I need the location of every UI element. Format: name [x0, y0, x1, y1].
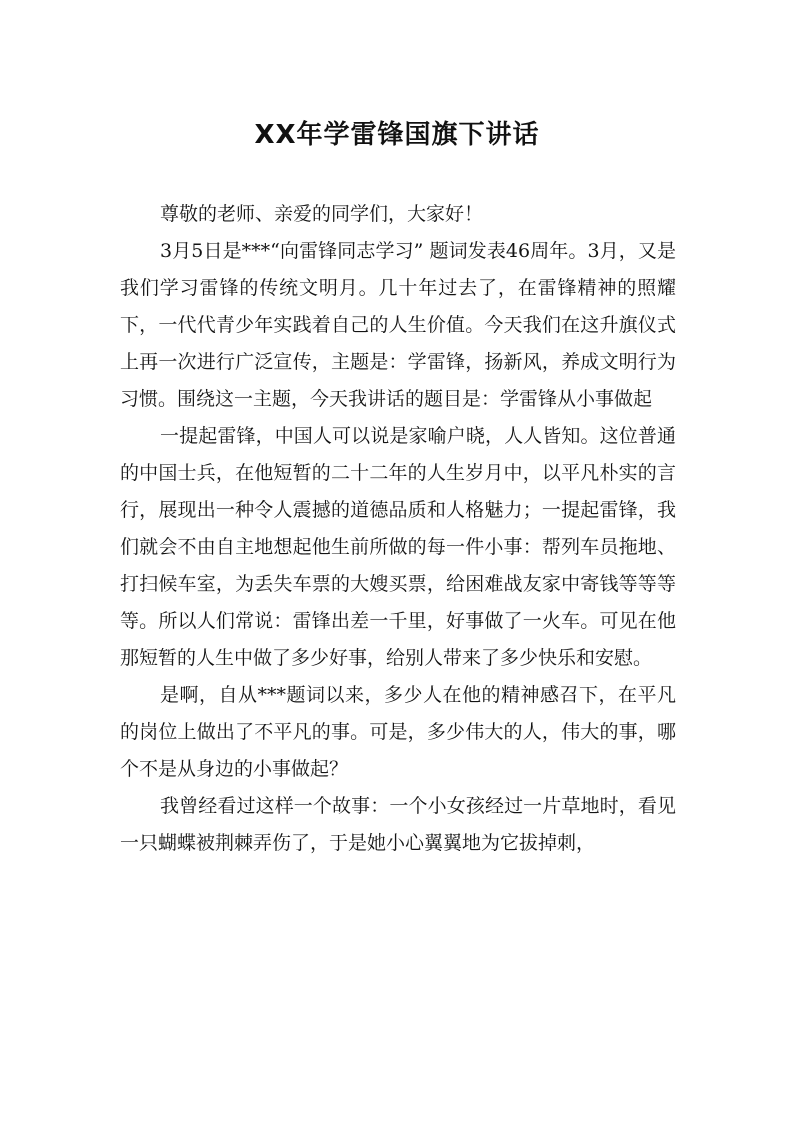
paragraph-greeting: 尊敬的老师、亲爱的同学们，大家好！ [160, 203, 484, 225]
paragraph-inspiration: 是啊，自从***题词以来，多少人在他的精神感召下，在平凡的岗位上做出了不平凡的事。可是，多少伟大的人，伟大的事，哪个不是从身边的小事做起？ [120, 684, 676, 780]
document-title: XX年学雷锋国旗下讲话 [254, 120, 540, 151]
document-body [120, 196, 676, 862]
paragraph-leifeng-deeds: 一提起雷锋，中国人可以说是家喻户晓，人人皆知。这位普通的中国士兵，在他短暂的二十二年的人生岁月中，以平凡朴实的言行，展现出一种令人震撼的道德品质和人格魅力；一提起雷锋，我们就会不由自主地想起他生前所做的每一件小事：帮列车员拖地、打扫候车室，为丢失车票的大嫂买票，给困难战友家中寄钱等等等等。所以人们常说：雷锋出差一千里，好事做了一火车。可见在他那短暂的人生中做了多少好事，给别人带来了多少快乐和安慰。 [120, 425, 676, 669]
paragraph-story: 我曾经看过这样一个故事：一个小女孩经过一片草地时，看见一只蝴蝶被荆棘弄伤了，于是她小心翼翼地为它拔掉刺， [120, 795, 676, 854]
paragraph-intro: 3月5日是***“向雷锋同志学习” 题词发表46周年。3月，又是我们学习雷锋的传统文明月。几十年过去了，在雷锋精神的照耀下，一代代青少年实践着自己的人生价值。今天我们在这升旗仪式上再一次进行广泛宣传，主题是：学雷锋，扬新风，养成文明行为习惯。围绕这一主题，今天我讲话的题目是：学雷锋从小事做起 [120, 240, 676, 410]
